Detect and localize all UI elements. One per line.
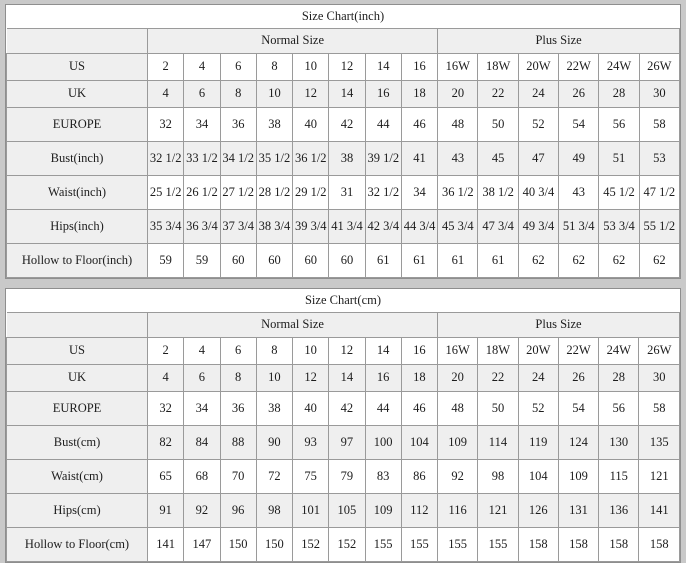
row-label: US — [7, 338, 148, 365]
cell: 54 — [559, 108, 599, 142]
cell: 121 — [478, 494, 518, 528]
cell: 32 1/2 — [365, 176, 401, 210]
cell: 59 — [148, 244, 184, 278]
cell: 4 — [184, 54, 220, 81]
cell: 54 — [558, 392, 598, 426]
cell: 155 — [478, 528, 518, 562]
cell: 24 — [518, 81, 558, 108]
cell: 42 3/4 — [365, 210, 401, 244]
table-row — [7, 244, 680, 278]
cell: 16W — [438, 338, 478, 365]
cell: 62 — [518, 244, 558, 278]
cell: 83 — [365, 460, 401, 494]
cell: 88 — [220, 426, 256, 460]
cell: 26 1/2 — [184, 176, 220, 210]
table-row — [7, 176, 680, 210]
cell: 33 1/2 — [184, 142, 220, 176]
cell: 49 — [559, 142, 599, 176]
cell: 24 — [518, 365, 558, 392]
row-label: US — [7, 54, 148, 81]
cell: 92 — [184, 494, 220, 528]
cell: 36 — [220, 392, 256, 426]
cell: 37 3/4 — [220, 210, 256, 244]
cell: 20W — [518, 338, 558, 365]
cell: 42 — [329, 108, 365, 142]
cell: 98 — [478, 460, 518, 494]
cell: 43 — [438, 142, 478, 176]
cell: 62 — [639, 244, 679, 278]
cell: 93 — [293, 426, 329, 460]
cell: 61 — [478, 244, 518, 278]
cell: 155 — [401, 528, 437, 562]
cell: 45 — [478, 142, 518, 176]
cell: 135 — [639, 426, 680, 460]
cell: 34 — [401, 176, 437, 210]
row-label: Hollow to Floor(inch) — [7, 244, 148, 278]
size-chart-cm-table — [6, 289, 680, 562]
cell: 32 — [148, 392, 184, 426]
cell: 34 — [184, 108, 220, 142]
cell: 68 — [184, 460, 220, 494]
cell: 41 — [401, 142, 437, 176]
cell: 91 — [148, 494, 184, 528]
cell: 29 1/2 — [293, 176, 329, 210]
table-row — [7, 81, 680, 108]
cell: 6 — [220, 338, 256, 365]
cell: 90 — [256, 426, 292, 460]
cell: 14 — [365, 54, 401, 81]
cell: 158 — [599, 528, 639, 562]
row-label: UK — [7, 365, 148, 392]
cell: 152 — [329, 528, 365, 562]
cell: 26W — [639, 338, 680, 365]
table-row — [7, 210, 680, 244]
cell: 100 — [365, 426, 401, 460]
cell: 52 — [518, 108, 558, 142]
group-header-row — [7, 313, 680, 338]
cell: 109 — [558, 460, 598, 494]
table-row — [7, 338, 680, 365]
cell: 46 — [401, 108, 437, 142]
cell: 124 — [558, 426, 598, 460]
cell: 136 — [599, 494, 639, 528]
row-label: Hips(cm) — [7, 494, 148, 528]
row-label: Hollow to Floor(cm) — [7, 528, 148, 562]
cell: 6 — [220, 54, 256, 81]
cell: 42 — [329, 392, 365, 426]
cell: 10 — [293, 54, 329, 81]
cell: 18 — [401, 81, 437, 108]
cell: 38 1/2 — [478, 176, 518, 210]
cell: 46 — [401, 392, 437, 426]
cell: 98 — [256, 494, 292, 528]
cell: 56 — [599, 108, 639, 142]
cell: 34 — [184, 392, 220, 426]
row-label: EUROPE — [7, 392, 148, 426]
cell: 96 — [220, 494, 256, 528]
cell: 51 — [599, 142, 639, 176]
group-header-plus: Plus Size — [438, 29, 680, 54]
cell: 115 — [599, 460, 639, 494]
cell: 10 — [256, 81, 292, 108]
cell: 44 — [365, 108, 401, 142]
cell: 38 — [256, 108, 292, 142]
cell: 39 3/4 — [293, 210, 329, 244]
group-header-row — [7, 29, 680, 54]
cell: 6 — [184, 81, 220, 108]
cell: 2 — [148, 338, 184, 365]
cell: 126 — [518, 494, 558, 528]
page-title: Size Chart(cm) — [7, 289, 680, 313]
chart-title-row — [7, 289, 680, 313]
cell: 49 3/4 — [518, 210, 558, 244]
group-header-blank — [7, 313, 148, 338]
cell: 45 3/4 — [438, 210, 478, 244]
row-label: Hips(inch) — [7, 210, 148, 244]
cell: 104 — [518, 460, 558, 494]
cell: 36 1/2 — [438, 176, 478, 210]
cell: 30 — [639, 365, 680, 392]
cell: 121 — [639, 460, 680, 494]
cell: 16 — [365, 81, 401, 108]
cell: 58 — [639, 108, 679, 142]
table-row — [7, 494, 680, 528]
cell: 97 — [329, 426, 365, 460]
cell: 114 — [478, 426, 518, 460]
cell: 25 1/2 — [148, 176, 184, 210]
cell: 35 3/4 — [148, 210, 184, 244]
cell: 47 1/2 — [639, 176, 679, 210]
cell: 47 — [518, 142, 558, 176]
cell: 82 — [148, 426, 184, 460]
cell: 8 — [220, 365, 256, 392]
cell: 2 — [148, 54, 184, 81]
cell: 48 — [438, 108, 478, 142]
cell: 12 — [329, 338, 365, 365]
cell: 72 — [256, 460, 292, 494]
cell: 24W — [599, 338, 639, 365]
cell: 36 3/4 — [184, 210, 220, 244]
cell: 130 — [599, 426, 639, 460]
cell: 58 — [639, 392, 680, 426]
cell: 14 — [329, 365, 365, 392]
cell: 60 — [256, 244, 292, 278]
cell: 18 — [401, 365, 437, 392]
cell: 84 — [184, 426, 220, 460]
cell: 48 — [438, 392, 478, 426]
cell: 35 1/2 — [256, 142, 292, 176]
cell: 101 — [293, 494, 329, 528]
cell: 32 1/2 — [148, 142, 184, 176]
cell: 116 — [438, 494, 478, 528]
cell: 6 — [184, 365, 220, 392]
cell: 31 — [329, 176, 365, 210]
cell: 155 — [365, 528, 401, 562]
cell: 141 — [148, 528, 184, 562]
cell: 22 — [478, 81, 518, 108]
table-row — [7, 426, 680, 460]
chart-title-row — [7, 5, 680, 29]
cell: 131 — [558, 494, 598, 528]
cell: 62 — [559, 244, 599, 278]
table-row — [7, 528, 680, 562]
cell: 61 — [365, 244, 401, 278]
cell: 32 — [148, 108, 184, 142]
cell: 14 — [329, 81, 365, 108]
cell: 41 3/4 — [329, 210, 365, 244]
cell: 34 1/2 — [220, 142, 256, 176]
cell: 30 — [639, 81, 679, 108]
cell: 4 — [148, 365, 184, 392]
cell: 24W — [599, 54, 639, 81]
group-header-normal: Normal Size — [148, 313, 438, 338]
cell: 53 3/4 — [599, 210, 639, 244]
table-row — [7, 392, 680, 426]
cell: 60 — [220, 244, 256, 278]
cell: 12 — [293, 81, 329, 108]
cell: 4 — [184, 338, 220, 365]
cell: 112 — [401, 494, 437, 528]
cell: 65 — [148, 460, 184, 494]
group-header-normal: Normal Size — [148, 29, 438, 54]
cell: 38 — [329, 142, 365, 176]
cell: 43 — [559, 176, 599, 210]
cell: 52 — [518, 392, 558, 426]
cell: 40 — [293, 392, 329, 426]
cell: 79 — [329, 460, 365, 494]
cell: 26W — [639, 54, 679, 81]
cell: 44 3/4 — [401, 210, 437, 244]
cell: 109 — [365, 494, 401, 528]
cell: 51 3/4 — [559, 210, 599, 244]
cell: 158 — [639, 528, 680, 562]
cell: 141 — [639, 494, 680, 528]
cell: 155 — [438, 528, 478, 562]
cell: 60 — [293, 244, 329, 278]
cell: 38 — [256, 392, 292, 426]
cell: 60 — [329, 244, 365, 278]
cell: 36 1/2 — [293, 142, 329, 176]
cell: 147 — [184, 528, 220, 562]
cell: 28 — [599, 81, 639, 108]
cell: 152 — [293, 528, 329, 562]
cell: 18W — [478, 54, 518, 81]
cell: 40 3/4 — [518, 176, 558, 210]
cell: 150 — [220, 528, 256, 562]
cell: 70 — [220, 460, 256, 494]
group-header-blank — [7, 29, 148, 54]
cell: 12 — [293, 365, 329, 392]
cell: 61 — [438, 244, 478, 278]
cell: 62 — [599, 244, 639, 278]
cell: 92 — [438, 460, 478, 494]
cell: 20W — [518, 54, 558, 81]
cell: 59 — [184, 244, 220, 278]
cell: 158 — [558, 528, 598, 562]
cell: 14 — [365, 338, 401, 365]
cell: 40 — [293, 108, 329, 142]
cell: 27 1/2 — [220, 176, 256, 210]
cell: 22W — [559, 54, 599, 81]
page-title: Size Chart(inch) — [7, 5, 680, 29]
group-header-plus: Plus Size — [438, 313, 680, 338]
cell: 109 — [438, 426, 478, 460]
cell: 20 — [438, 365, 478, 392]
cell: 8 — [220, 81, 256, 108]
table-row — [7, 54, 680, 81]
row-label: Waist(inch) — [7, 176, 148, 210]
cell: 75 — [293, 460, 329, 494]
cell: 53 — [639, 142, 679, 176]
cell: 47 3/4 — [478, 210, 518, 244]
cell: 22W — [558, 338, 598, 365]
table-row — [7, 108, 680, 142]
cell: 105 — [329, 494, 365, 528]
cell: 39 1/2 — [365, 142, 401, 176]
table-row — [7, 365, 680, 392]
cell: 55 1/2 — [639, 210, 679, 244]
table-row — [7, 142, 680, 176]
cell: 20 — [438, 81, 478, 108]
cell: 16W — [438, 54, 478, 81]
cell: 45 1/2 — [599, 176, 639, 210]
cell: 16 — [365, 365, 401, 392]
cell: 26 — [559, 81, 599, 108]
table-row — [7, 460, 680, 494]
cell: 10 — [256, 365, 292, 392]
row-label: Bust(cm) — [7, 426, 148, 460]
cell: 50 — [478, 392, 518, 426]
cell: 16 — [401, 54, 437, 81]
cell: 61 — [401, 244, 437, 278]
cell: 18W — [478, 338, 518, 365]
row-label: Waist(cm) — [7, 460, 148, 494]
cell: 16 — [401, 338, 437, 365]
cell: 50 — [478, 108, 518, 142]
cell: 86 — [401, 460, 437, 494]
size-chart-inch — [5, 4, 681, 279]
size-chart-inch-table — [6, 5, 680, 278]
cell: 10 — [293, 338, 329, 365]
cell: 4 — [148, 81, 184, 108]
cell: 28 1/2 — [256, 176, 292, 210]
cell: 56 — [599, 392, 639, 426]
row-label: Bust(inch) — [7, 142, 148, 176]
cell: 26 — [558, 365, 598, 392]
cell: 158 — [518, 528, 558, 562]
cell: 12 — [329, 54, 365, 81]
row-label: UK — [7, 81, 148, 108]
cell: 8 — [256, 54, 292, 81]
cell: 8 — [256, 338, 292, 365]
size-chart-cm — [5, 288, 681, 563]
cell: 119 — [518, 426, 558, 460]
cell: 44 — [365, 392, 401, 426]
cell: 28 — [599, 365, 639, 392]
cell: 22 — [478, 365, 518, 392]
row-label: EUROPE — [7, 108, 148, 142]
cell: 38 3/4 — [256, 210, 292, 244]
cell: 104 — [401, 426, 437, 460]
cell: 150 — [256, 528, 292, 562]
cell: 36 — [220, 108, 256, 142]
